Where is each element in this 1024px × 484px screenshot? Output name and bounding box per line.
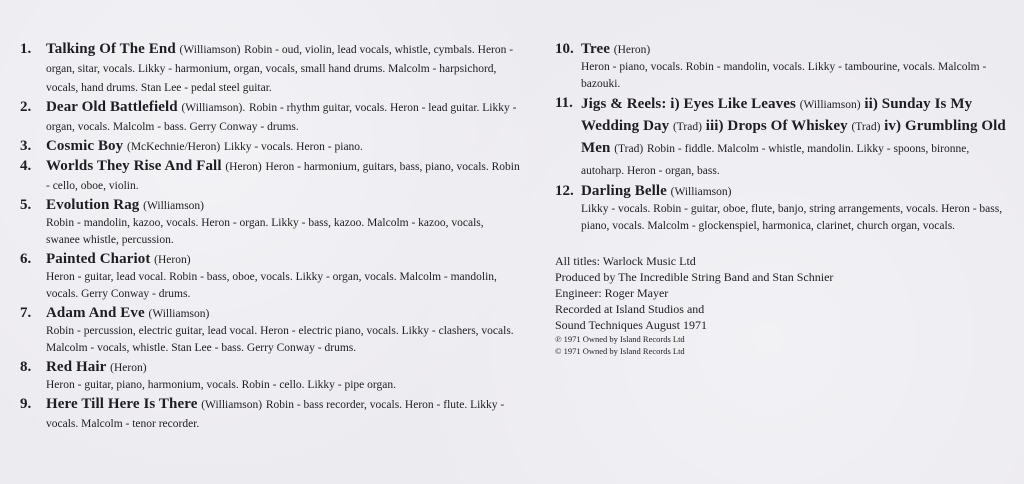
medley-part-1-title: Jigs & Reels: i) Eyes Like Leaves: [581, 96, 796, 112]
medley-part-3-title: iii) Drops Of Whiskey: [705, 118, 848, 134]
track-number: 4.: [20, 158, 32, 174]
track-credits: Heron - guitar, lead vocal. Robin - bass, oboe, vocals. Likky - organ, vocals. Malcolm - mandolin, vocals. Gerry Conway - drums.: [46, 271, 497, 300]
track-10: [555, 40, 1015, 93]
track-title: Adam And Eve: [46, 305, 145, 321]
track-credits: Likky - vocals. Robin - guitar, oboe, flute, banjo, string arrangements, vocals. Heron - bass, piano, vocals. Malcolm - glockenspiel, harmonica, clarinet, church organ, vocals.: [581, 203, 1003, 232]
medley-part-2-composer: (Trad): [672, 121, 702, 133]
track-composer: (Heron): [110, 362, 147, 374]
track-7: [20, 304, 520, 357]
track-title: Darling Belle: [581, 183, 667, 199]
medley-part-2-title: ii) Sunday Is My Wedding Day: [581, 96, 973, 134]
track-credits: Robin - oud, violin, lead vocals, whistle, cymbals. Heron - organ, sitar, vocals. Likky - harmonium, organ, vocals, small hand drums. Malcolm - harpsichord, vocals, hand drums. Stan Lee - pedal steel guitar.: [46, 44, 514, 94]
track-composer: (Williamson): [148, 308, 210, 320]
track-number: 2.: [20, 99, 32, 115]
track-title: Cosmic Boy: [46, 138, 124, 154]
engineer-line: Engineer: Roger Mayer: [555, 286, 669, 300]
left-column: [20, 40, 520, 434]
track-number: 6.: [20, 251, 32, 267]
track-4: [20, 157, 520, 195]
track-1: [20, 40, 520, 97]
track-title: Here Till Here Is There: [46, 396, 198, 412]
track-3: [20, 137, 520, 156]
copyright: © 1971 Owned by Island Records Ltd: [555, 346, 685, 356]
track-credits: Robin - bass recorder, vocals. Heron - flute. Likky - vocals. Malcolm - tenor recorder.: [46, 399, 505, 430]
track-credits: Robin - mandolin, kazoo, vocals. Heron - organ. Likky - bass, kazoo. Malcolm - kazoo, vocals, swanee whistle, percussion.: [46, 217, 484, 246]
album-credits: [555, 253, 1015, 357]
track-2: [20, 98, 520, 136]
recorded-line-2: Sound Techniques August 1971: [555, 318, 707, 332]
track-number: 8.: [20, 359, 32, 375]
track-number: 5.: [20, 197, 32, 213]
medley-part-4-composer: (Trad): [614, 143, 644, 155]
recorded-line-1: Recorded at Island Studios and: [555, 302, 705, 316]
medley-part-1-composer: (Williamson): [799, 99, 861, 111]
track-composer: (Williamson): [670, 186, 732, 198]
track-credits: Likky - vocals. Heron - piano.: [224, 141, 363, 153]
medley-part-4-title: iv) Grumbling Old Men: [581, 118, 1006, 156]
track-9: [20, 395, 520, 433]
track-composer: (McKechnie/Heron): [127, 141, 221, 153]
right-column: [555, 40, 1015, 357]
track-number: 1.: [20, 41, 32, 57]
track-title: Evolution Rag: [46, 197, 140, 213]
track-composer: (Williamson): [179, 44, 241, 56]
track-composer: (Heron): [225, 161, 262, 173]
track-credits: Heron - harmonium, guitars, bass, piano, vocals. Robin - cello, oboe, violin.: [46, 161, 520, 192]
track-6: [20, 250, 520, 303]
track-number: 7.: [20, 305, 32, 321]
track-number: 3.: [20, 138, 32, 154]
track-8: [20, 358, 520, 394]
track-title: Red Hair: [46, 359, 107, 375]
producer-line: Produced by The Incredible String Band and Stan Schnier: [555, 270, 834, 284]
track-5: [20, 196, 520, 249]
track-composer: (Heron): [154, 254, 191, 266]
track-credits: Robin - percussion, electric guitar, lead vocal. Heron - electric piano, vocals. Likky - clashers, vocals. Malcolm - vocals, whistle. Stan Lee - bass. Gerry Conway - drums.: [46, 325, 514, 354]
track-credits: Heron - guitar, piano, harmonium, vocals. Robin - cello. Likky - pipe organ.: [46, 379, 396, 391]
phonographic-copyright: ℗ 1971 Owned by Island Records Ltd: [555, 334, 685, 344]
track-title: Worlds They Rise And Fall: [46, 158, 222, 174]
track-title: Painted Chariot: [46, 251, 151, 267]
track-composer: (Williamson): [143, 200, 205, 212]
track-12: [555, 182, 1015, 235]
publisher-line: All titles: Warlock Music Ltd: [555, 254, 696, 268]
track-number: 10.: [555, 41, 574, 57]
track-credits: Heron - piano, vocals. Robin - mandolin, vocals. Likky - tambourine, vocals. Malcolm - bazouki.: [581, 61, 987, 90]
track-number: 9.: [20, 396, 32, 412]
track-composer: (Williamson): [201, 399, 263, 411]
track-11: [555, 94, 1015, 181]
track-title: Talking Of The End: [46, 41, 176, 57]
track-title: Dear Old Battlefield: [46, 99, 178, 115]
medley-part-3-composer: (Trad): [851, 121, 881, 133]
track-number: 12.: [555, 183, 574, 199]
track-composer: (Williamson).: [181, 102, 246, 114]
track-credits: Robin - rhythm guitar, vocals. Heron - lead guitar. Likky - organ, vocals. Malcolm - bass. Gerry Conway - drums.: [46, 102, 517, 133]
track-number: 11.: [555, 95, 573, 111]
track-credits: Robin - fiddle. Malcolm - whistle, mandolin. Likky - spoons, bironne, autoharp. Heron - organ, bass.: [581, 143, 970, 177]
track-composer: (Heron): [613, 44, 651, 56]
track-title: Tree: [581, 41, 610, 57]
